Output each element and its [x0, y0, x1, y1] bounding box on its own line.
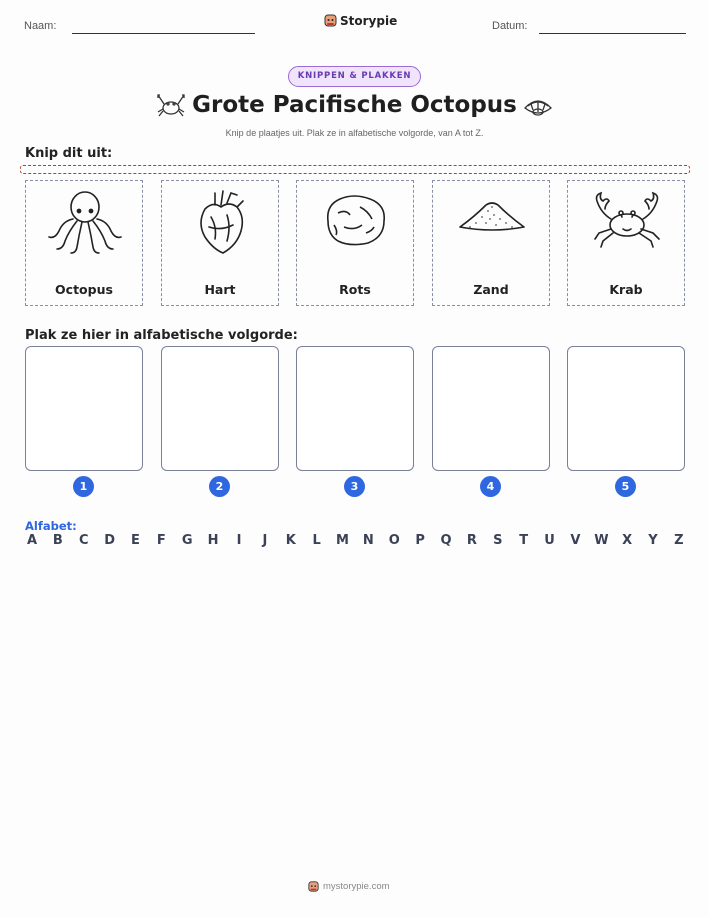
cut-card-label: Hart: [204, 282, 236, 297]
order-number-4: 4: [480, 476, 501, 497]
alphabet-letter: B: [52, 533, 63, 548]
alphabet-letter: S: [493, 533, 503, 548]
paste-box-3[interactable]: [296, 346, 414, 471]
storypie-mascot-icon: [324, 13, 337, 28]
crab-icon: [587, 187, 667, 257]
alphabet-letter: I: [236, 533, 242, 548]
alphabet-letter: V: [570, 533, 581, 548]
brand-logo: [324, 13, 397, 28]
paste-section-label: Plak ze hier in alfabetische volgorde:: [25, 328, 298, 343]
date-label: Datum:: [492, 20, 528, 32]
activity-badge: KNIPPEN & PLAKKEN: [288, 66, 421, 87]
cut-card-sand[interactable]: [432, 180, 550, 306]
order-number-2: 2: [209, 476, 230, 497]
paste-box-4[interactable]: [432, 346, 550, 471]
alphabet-label: Alfabet:: [25, 519, 77, 533]
order-number-1: 1: [73, 476, 94, 497]
cut-section-label: Knip dit uit:: [25, 146, 113, 161]
order-number-3: 3: [344, 476, 365, 497]
paste-box-5[interactable]: [567, 346, 685, 471]
cut-card-label: Rots: [339, 282, 371, 297]
name-label: Naam:: [24, 20, 57, 32]
rock-icon: [316, 187, 396, 257]
alphabet-letter: O: [388, 533, 400, 548]
footer-url: mystorypie.com: [323, 881, 390, 892]
sand-icon: [452, 187, 532, 257]
alphabet-row: [25, 533, 686, 548]
heart-icon: [181, 187, 261, 257]
cut-card-heart[interactable]: [161, 180, 279, 306]
alphabet-letter: D: [104, 533, 116, 548]
alphabet-letter: X: [622, 533, 633, 548]
alphabet-letter: R: [466, 533, 477, 548]
instructions: Knip de plaatjes uit. Plak ze in alfabetische volgorde, van A tot Z.: [225, 128, 484, 138]
alphabet-letter: C: [78, 533, 89, 548]
alphabet-letter: H: [207, 533, 219, 548]
alphabet-letter: L: [312, 533, 321, 548]
cut-line: [20, 165, 690, 174]
alphabet-letter: E: [131, 533, 140, 548]
alphabet-letter: G: [181, 533, 193, 548]
alphabet-letter: W: [594, 533, 609, 548]
cut-card-label: Octopus: [55, 282, 113, 297]
cut-card-crab[interactable]: [567, 180, 685, 306]
paste-box-1[interactable]: [25, 346, 143, 471]
cut-card-octopus[interactable]: [25, 180, 143, 306]
alphabet-letter: M: [336, 533, 349, 548]
footer: [308, 880, 390, 893]
octopus-icon: [45, 187, 125, 257]
alphabet-letter: U: [544, 533, 555, 548]
alphabet-letter: N: [362, 533, 374, 548]
page-title: Grote Pacifische Octopus: [192, 92, 517, 118]
clam-shell-icon: [522, 92, 554, 120]
order-number-5: 5: [615, 476, 636, 497]
cut-card-label: Zand: [473, 282, 509, 297]
name-line[interactable]: [72, 33, 255, 34]
alphabet-letter: Z: [674, 533, 684, 548]
cut-card-label: Krab: [609, 282, 643, 297]
alphabet-letter: F: [156, 533, 166, 548]
alphabet-letter: P: [415, 533, 425, 548]
alphabet-letter: Q: [440, 533, 452, 548]
date-line[interactable]: [539, 33, 686, 34]
storypie-mascot-icon: [308, 880, 319, 893]
alphabet-letter: Y: [648, 533, 658, 548]
alphabet-letter: J: [262, 533, 268, 548]
alphabet-letter: A: [26, 533, 38, 548]
alphabet-letter: T: [519, 533, 529, 548]
paste-box-2[interactable]: [161, 346, 279, 471]
cut-card-rock[interactable]: [296, 180, 414, 306]
brand-name: Storypie: [340, 13, 398, 28]
alphabet-letter: K: [285, 533, 296, 548]
